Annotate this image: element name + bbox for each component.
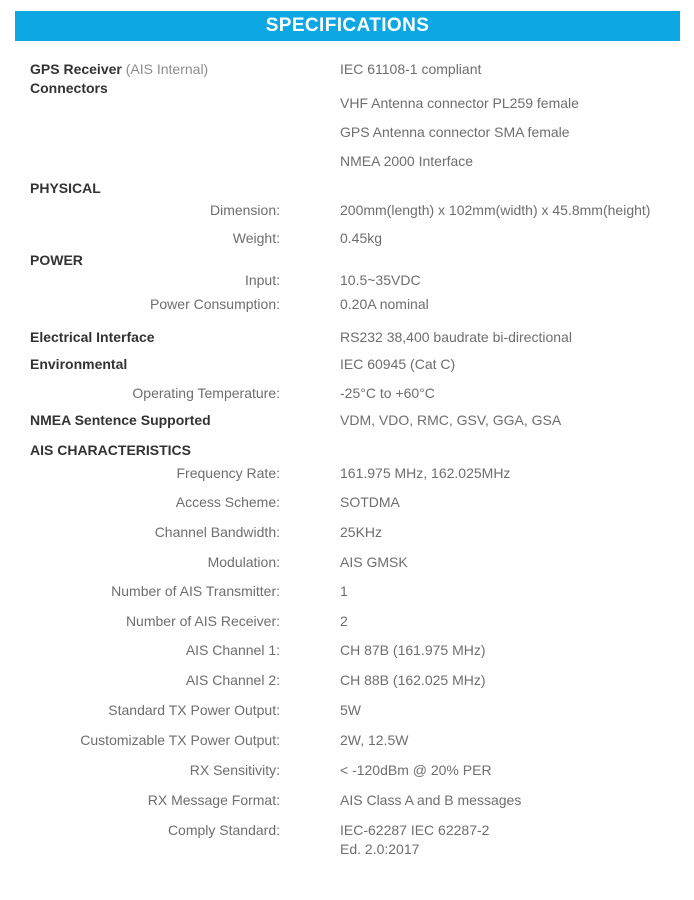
spec-field-label: AIS Channel 1: — [185, 642, 280, 658]
spec-row — [30, 493, 680, 512]
spec-value: CH 87B (161.975 MHz) — [340, 642, 486, 658]
spec-field-label: GPS Receiver (AIS Internal) — [30, 61, 209, 77]
spec-value: < -120dBm @ 20% PER — [340, 762, 492, 778]
spec-value: 1 — [340, 583, 348, 599]
spec-value-line-1: IEC-62287 IEC 62287-2 — [340, 822, 490, 838]
spec-field-label: Customizable TX Power Output: — [80, 732, 280, 748]
spec-value: 2W, 12.5W — [340, 732, 409, 748]
spec-row — [30, 229, 680, 248]
spec-row — [30, 441, 680, 459]
spec-value: CH 88B (162.025 MHz) — [340, 672, 486, 688]
spec-row — [30, 464, 680, 483]
spec-field-label: RX Sensitivity: — [189, 762, 280, 778]
spec-row — [30, 201, 680, 220]
spec-row — [30, 671, 680, 690]
specifications-header-bar — [15, 11, 680, 41]
spec-field-label: Number of AIS Receiver: — [125, 613, 280, 629]
spec-value — [340, 821, 489, 859]
spec-section-label: AIS CHARACTERISTICS — [30, 442, 192, 458]
spec-note: (AIS Internal) — [125, 61, 209, 77]
spec-row — [30, 523, 680, 542]
spec-row — [30, 123, 680, 142]
spec-field-label: Electrical Interface — [30, 329, 155, 345]
spec-section-label: POWER — [30, 252, 83, 268]
spec-row — [30, 328, 680, 347]
spec-field-label: RX Message Format: — [147, 792, 280, 808]
spec-field-label: Number of AIS Transmitter: — [111, 583, 280, 599]
spec-value-line-2: Ed. 2.0:2017 — [340, 841, 420, 857]
spec-value: VHF Antenna connector PL259 female — [340, 95, 579, 111]
spec-row — [30, 60, 680, 79]
spec-value: GPS Antenna connector SMA female — [340, 124, 570, 140]
spec-value: RS232 38,400 baudrate bi-directional — [340, 329, 572, 345]
spec-field-label: Frequency Rate: — [176, 465, 280, 481]
spec-row — [30, 355, 680, 374]
spec-row — [30, 271, 680, 290]
spec-field-label: Standard TX Power Output: — [108, 702, 280, 718]
spec-row — [30, 152, 680, 171]
spec-row — [30, 553, 680, 572]
spec-row — [30, 179, 680, 197]
page-title: SPECIFICATIONS — [265, 15, 430, 36]
spec-field-label: Dimension: — [209, 202, 280, 218]
spec-value: 25KHz — [340, 524, 383, 540]
spec-field-label: Channel Bandwidth: — [154, 524, 280, 540]
spec-value: VDM, VDO, RMC, GSV, GGA, GSA — [340, 412, 562, 428]
spec-value: 10.5~35VDC — [340, 272, 421, 288]
spec-row — [30, 94, 680, 113]
spec-row — [30, 582, 680, 601]
spec-row — [30, 821, 680, 859]
spec-value: 0.20A nominal — [340, 296, 429, 312]
spec-row — [30, 295, 680, 314]
spec-field-label: Input: — [244, 272, 280, 288]
spec-row — [30, 731, 680, 750]
spec-row — [30, 761, 680, 780]
spec-row — [30, 701, 680, 720]
spec-value: 161.975 MHz, 162.025MHz — [340, 465, 511, 481]
spec-value: 200mm(length) x 102mm(width) x 45.8mm(height) — [340, 202, 651, 218]
spec-field-label: Access Scheme: — [175, 494, 280, 510]
spec-row — [30, 641, 680, 660]
spec-field-label: Weight: — [232, 230, 280, 246]
spec-value: NMEA 2000 Interface — [340, 153, 474, 169]
spec-field-label: Environmental — [30, 356, 128, 372]
spec-row — [30, 791, 680, 810]
spec-field-label: NMEA Sentence Supported — [30, 412, 211, 428]
spec-value: 0.45kg — [340, 230, 383, 246]
spec-value: IEC 61108-1 compliant — [340, 61, 482, 77]
spec-field-label: Comply Standard: — [167, 822, 280, 838]
spec-value: 5W — [340, 702, 361, 718]
spec-field-label: Power Consumption: — [150, 296, 280, 312]
spec-value: SOTDMA — [340, 494, 400, 510]
spec-value: IEC 60945 (Cat C) — [340, 356, 456, 372]
spec-value: -25°C to +60°C — [340, 385, 435, 401]
spec-field-label: AIS Channel 2: — [185, 672, 280, 688]
spec-field-label: Modulation: — [207, 554, 280, 570]
spec-row — [30, 612, 680, 631]
spec-section-label: PHYSICAL — [30, 180, 101, 196]
spec-value: AIS GMSK — [340, 554, 408, 570]
spec-row — [30, 384, 680, 403]
spec-row — [30, 411, 680, 430]
spec-field-label: Operating Temperature: — [132, 385, 280, 401]
spec-field-label: Connectors — [30, 80, 108, 96]
spec-value: 2 — [340, 613, 348, 629]
spec-row — [30, 251, 680, 269]
spec-value: AIS Class A and B messages — [340, 792, 522, 808]
